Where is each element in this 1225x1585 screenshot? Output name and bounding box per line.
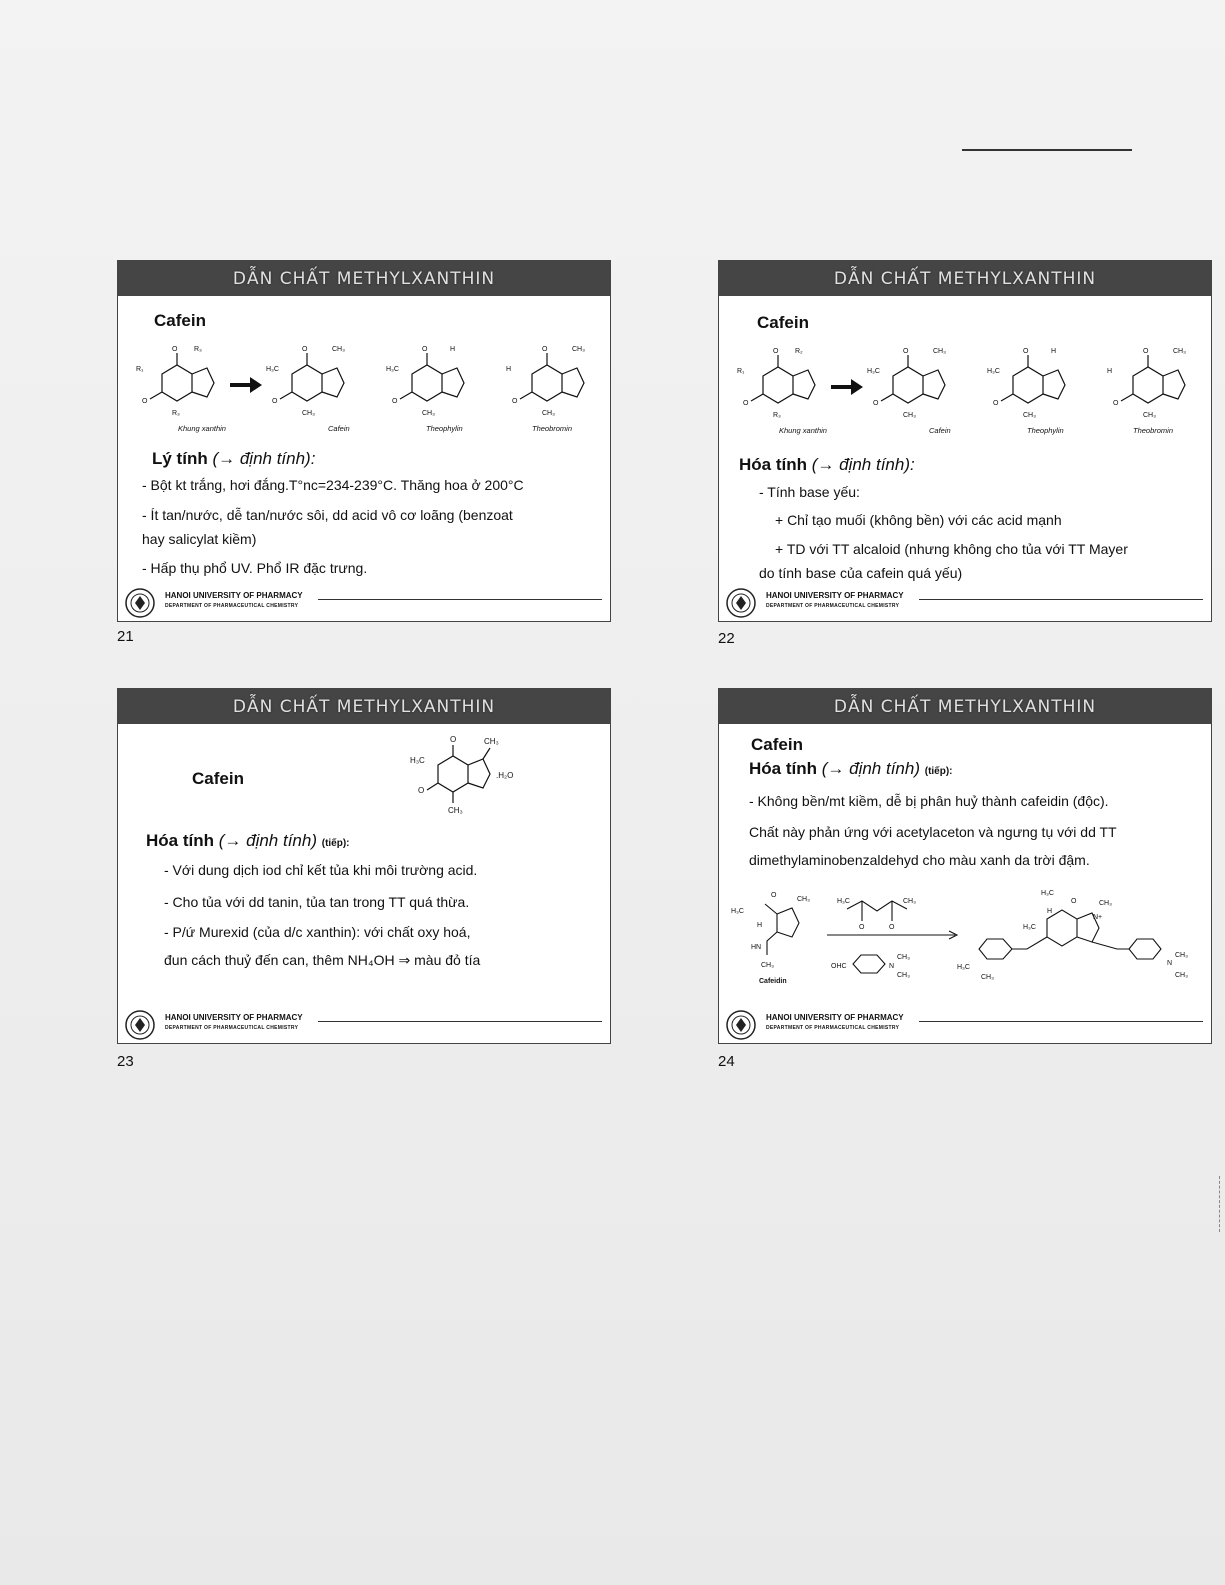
svg-text:CH₃: CH₃ — [484, 737, 499, 746]
section-title: Hóa tính — [739, 455, 807, 474]
svg-text:CH₃: CH₃ — [1023, 412, 1036, 419]
footer-university: HANOI UNIVERSITY OF PHARMACY — [766, 1013, 904, 1022]
svg-text:O: O — [771, 892, 777, 899]
slide-header — [719, 261, 1211, 296]
svg-text:CH₃: CH₃ — [933, 348, 946, 355]
slide-footer — [118, 1007, 610, 1043]
svg-text:H₃C: H₃C — [410, 756, 425, 765]
svg-text:N+: N+ — [1093, 914, 1103, 921]
svg-text:N: N — [1167, 960, 1173, 967]
footer-university: HANOI UNIVERSITY OF PHARMACY — [165, 1013, 303, 1022]
page-edge-mark — [1219, 1176, 1220, 1232]
svg-text:R₁: R₁ — [737, 368, 745, 375]
section-heading — [749, 759, 953, 779]
label-cafein: Cafein — [328, 424, 350, 433]
svg-text:OHC: OHC — [831, 963, 847, 970]
label-theophylin: Theophylin — [1027, 426, 1064, 435]
slide-footer — [719, 585, 1211, 621]
footer-department: DEPARTMENT OF PHARMACEUTICAL CHEMISTRY — [766, 603, 900, 609]
slide-header-text: DẪN CHẤT METHYLXANTHIN — [833, 268, 1097, 289]
svg-text:O: O — [272, 398, 278, 405]
svg-text:CH₃: CH₃ — [448, 806, 463, 815]
svg-text:O: O — [743, 400, 749, 407]
section-note: (→ định tính) — [821, 759, 920, 778]
section-title: Lý tính — [152, 449, 208, 468]
section-small: (tiếp): — [321, 838, 350, 849]
svg-text:CH₃: CH₃ — [1099, 900, 1112, 907]
svg-text:CH₃: CH₃ — [897, 954, 910, 961]
svg-text:O: O — [142, 398, 148, 405]
section-heading — [152, 449, 315, 469]
label-khung-xanthin: Khung xanthin — [178, 424, 226, 433]
svg-text:HN: HN — [751, 944, 762, 951]
label-khung-xanthin: Khung xanthin — [779, 426, 827, 435]
svg-text:H₃C: H₃C — [731, 908, 744, 915]
university-logo — [124, 587, 156, 619]
slide-header-text: DẪN CHẤT METHYLXANTHIN — [833, 696, 1097, 717]
footer-university: HANOI UNIVERSITY OF PHARMACY — [766, 591, 904, 600]
section-note: (→ định tính) — [218, 831, 317, 850]
text-line: hay salicylat kiềm) — [142, 531, 257, 547]
svg-text:CH₃: CH₃ — [332, 346, 345, 353]
slide-header — [118, 261, 610, 296]
text-line: - Bột kt trắng, hơi đắng.T°nc=234-239°C. Thăng hoa ở 200°C — [142, 477, 524, 493]
svg-text:H: H — [1047, 908, 1053, 915]
svg-text:O: O — [1023, 348, 1029, 355]
university-logo — [725, 587, 757, 619]
svg-text:R₁: R₁ — [136, 366, 144, 373]
university-logo — [725, 1009, 757, 1041]
footer-rule — [318, 599, 602, 600]
slide-header-text: DẪN CHẤT METHYLXANTHIN — [232, 268, 496, 289]
svg-text:H₃C: H₃C — [386, 366, 399, 373]
svg-text:CH₃: CH₃ — [422, 410, 435, 417]
page-number: 21 — [117, 628, 134, 645]
svg-text:O: O — [302, 346, 308, 353]
svg-text:O: O — [422, 346, 428, 353]
svg-text:H: H — [757, 922, 763, 929]
cafeidin-label: Cafeidin — [759, 978, 787, 985]
text-line: + Chỉ tạo muối (không bền) với các acid mạnh — [775, 512, 1062, 528]
svg-text:CH₃: CH₃ — [897, 972, 910, 979]
label-theophylin: Theophylin — [426, 424, 463, 433]
text-line: - Hấp thụ phổ UV. Phổ IR đặc trưng. — [142, 560, 368, 576]
slide-footer — [118, 585, 610, 621]
label-theobromin: Theobromin — [1133, 426, 1174, 435]
text-line: + TD với TT alcaloid (nhưng không cho tủa với TT Mayer — [775, 541, 1128, 557]
svg-text:CH₃: CH₃ — [903, 412, 916, 419]
footer-rule — [318, 1021, 602, 1022]
svg-text:O: O — [889, 924, 895, 931]
cafein-structure — [408, 733, 568, 823]
slide-header — [719, 689, 1211, 724]
label-cafein: Cafein — [929, 426, 951, 435]
page-number: 24 — [718, 1053, 735, 1070]
xanthin-structures — [132, 339, 602, 437]
text-line: Chất này phản ứng với acetylaceton và ngưng tụ với dd TT — [749, 824, 1117, 840]
svg-text:O: O — [1071, 898, 1077, 905]
footer-department: DEPARTMENT OF PHARMACEUTICAL CHEMISTRY — [766, 1025, 900, 1031]
footer-university: HANOI UNIVERSITY OF PHARMACY — [165, 591, 303, 600]
page-number: 22 — [718, 630, 735, 647]
hydrate-label: .H₂O — [496, 771, 514, 780]
svg-text:H₃C: H₃C — [837, 898, 850, 905]
svg-text:CH₃: CH₃ — [903, 898, 916, 905]
svg-text:O: O — [1113, 400, 1119, 407]
svg-text:R₃: R₃ — [773, 412, 781, 419]
svg-text:O: O — [542, 346, 548, 353]
svg-text:H₃C: H₃C — [1023, 924, 1036, 931]
slide-23 — [117, 688, 611, 1044]
svg-text:H: H — [1107, 368, 1113, 375]
section-small: (tiếp): — [924, 766, 953, 777]
footer-rule — [919, 599, 1203, 600]
text-line: - Không bền/mt kiềm, dễ bị phân huỷ thành cafeidin (độc). — [749, 793, 1109, 809]
university-logo — [124, 1009, 156, 1041]
xanthin-structures — [733, 341, 1203, 439]
svg-text:O: O — [993, 400, 999, 407]
svg-text:O: O — [873, 400, 879, 407]
svg-text:H: H — [506, 366, 512, 373]
slide-24 — [718, 688, 1212, 1044]
footer-rule — [919, 1021, 1203, 1022]
svg-text:CH₃: CH₃ — [981, 974, 994, 981]
svg-text:CH₃: CH₃ — [302, 410, 315, 417]
svg-text:O: O — [392, 398, 398, 405]
svg-text:CH₃: CH₃ — [1173, 348, 1186, 355]
svg-text:H: H — [1051, 348, 1057, 355]
section-heading — [146, 831, 350, 851]
svg-text:N: N — [889, 963, 895, 970]
svg-text:CH₃: CH₃ — [1143, 412, 1156, 419]
text-line: đun cách thuỷ đến can, thêm NH₄OH ⇒ màu đỏ tía — [164, 952, 481, 968]
slide-title: Cafein — [757, 313, 809, 332]
slide-title: Cafein — [192, 769, 244, 788]
svg-text:CH₃: CH₃ — [572, 346, 585, 353]
section-title: Hóa tính — [146, 831, 214, 850]
svg-text:O: O — [859, 924, 865, 931]
svg-text:CH₃: CH₃ — [1175, 952, 1188, 959]
slide-22 — [718, 260, 1212, 622]
svg-text:CH₃: CH₃ — [1175, 972, 1188, 979]
svg-text:O: O — [1143, 348, 1149, 355]
slide-footer — [719, 1007, 1211, 1043]
svg-text:O: O — [418, 786, 425, 795]
slide-21 — [117, 260, 611, 622]
section-note: (→ định tính): — [811, 455, 915, 474]
svg-text:O: O — [172, 346, 178, 353]
label-theobromin: Theobromin — [532, 424, 573, 433]
svg-text:O: O — [512, 398, 518, 405]
svg-text:H₃C: H₃C — [266, 366, 279, 373]
section-note: (→ định tính): — [212, 449, 316, 468]
svg-text:CH₃: CH₃ — [761, 962, 774, 969]
footer-department: DEPARTMENT OF PHARMACEUTICAL CHEMISTRY — [165, 603, 299, 609]
svg-text:CH₃: CH₃ — [542, 410, 555, 417]
svg-text:CH₃: CH₃ — [797, 896, 810, 903]
section-title: Hóa tính — [749, 759, 817, 778]
top-rule — [962, 149, 1132, 151]
text-line: - Với dung dịch iod chỉ kết tủa khi môi trường acid. — [164, 862, 478, 878]
svg-text:H₃C: H₃C — [1041, 890, 1054, 897]
svg-text:H: H — [450, 346, 456, 353]
slide-title: Cafein — [751, 735, 803, 754]
svg-text:H₃C: H₃C — [987, 368, 1000, 375]
section-heading — [739, 455, 915, 475]
text-line: - Tính base yếu: — [759, 484, 860, 500]
slide-title: Cafein — [154, 311, 206, 330]
svg-text:O: O — [903, 348, 909, 355]
svg-text:R₂: R₂ — [795, 348, 803, 355]
text-line: dimethylaminobenzaldehyd cho màu xanh da trời đậm. — [749, 852, 1090, 868]
svg-text:R₃: R₃ — [194, 346, 202, 353]
svg-text:H₃C: H₃C — [867, 368, 880, 375]
svg-text:R₃: R₃ — [172, 410, 180, 417]
text-line: - Cho tủa với dd tanin, tủa tan trong TT quá thừa. — [164, 894, 470, 910]
text-line: - Ít tan/nước, dễ tan/nước sôi, dd acid vô cơ loãng (benzoat — [142, 507, 513, 523]
text-line: - P/ứ Murexid (của d/c xanthin): với chất oxy hoá, — [164, 924, 471, 940]
slide-header-text: DẪN CHẤT METHYLXANTHIN — [232, 696, 496, 717]
svg-text:O: O — [773, 348, 779, 355]
footer-department: DEPARTMENT OF PHARMACEUTICAL CHEMISTRY — [165, 1025, 299, 1031]
cafeidin-reaction-scheme — [727, 879, 1207, 999]
slide-header — [118, 689, 610, 724]
text-line: do tính base của cafein quá yếu) — [759, 565, 963, 581]
page-number: 23 — [117, 1053, 134, 1070]
svg-text:O: O — [450, 735, 457, 744]
svg-text:H₃C: H₃C — [957, 964, 970, 971]
